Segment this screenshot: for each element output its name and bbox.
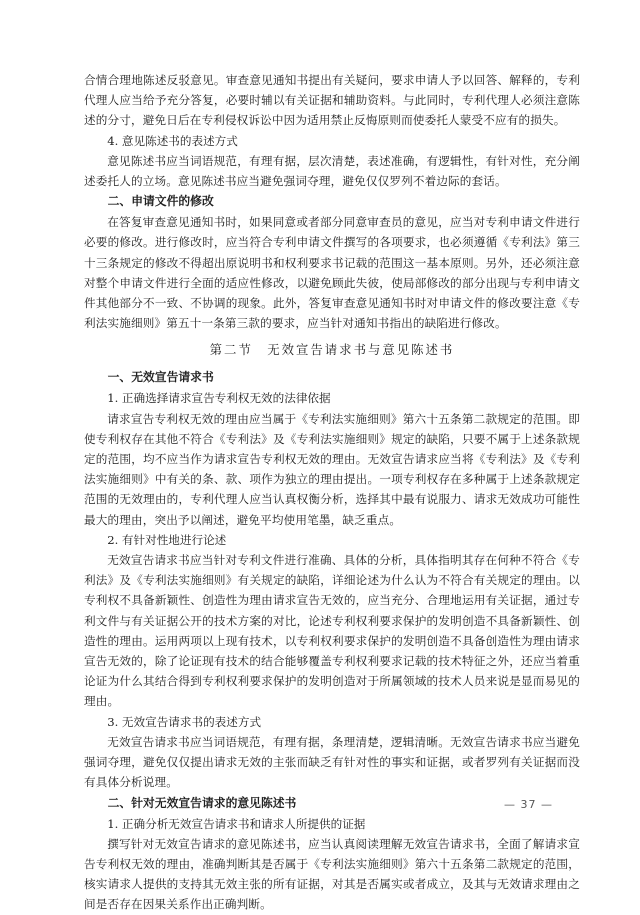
subheading-targeted-argument: 2. 有针对性地进行论述	[107, 532, 227, 547]
paragraph-continued: 合情合理地陈述反驳意见。审查意见通知书提出有关疑问，要求申请人予以回答、解释的，专利代理人应当给予充分答复，必要时辅以有关证据和辅助资料。与此同时，专利代理人必须注意陈述的分寸，避免日后在专利侵权诉讼中因为适用禁止反悔原则而使委托人蒙受不应有的损失。	[84, 73, 580, 128]
page-number: — 37 —	[504, 798, 553, 811]
paragraph-expression-style: 意见陈述书应当词语规范，有理有据，层次清楚，表述准确，有逻辑性，有针对性，充分阐述委托人的立场。意见陈述书应当避免强词夺理，避免仅仅罗列不着边际的套话。	[84, 153, 580, 189]
paragraph-analyze-evidence: 撰写针对无效宣告请求的意见陈述书，应当认真阅读理解无效宣告请求书，全面了解请求宣告专利权无效的理由，准确判断其是否属于《专利法实施细则》第六十五条第二款规定的范围，核实请求人提供的支持其无效主张的所有证据，对其是否属实或者成立，及其与无效请求理由之间是否存在因果关系作出正确判断。	[84, 836, 580, 912]
paragraph-legal-basis: 请求宣告专利权无效的理由应当属于《专利法实施细则》第六十五条第二款规定的范围。即使专利权存在其他不符合《专利法》及《专利法实施细则》规定的缺陷，只要不属于上述条款规定的范围，均不应当作为请求宣告专利权无效的理由。无效宣告请求应当将《专利法》及《专利法实施细则》中有关的条、款、项作为独立的理由提出。一项专利权存在多种属于上述条款规定范围的无效理由的，专利代理人应当认真权衡分析，选择其中最有说服力、请求无效成功可能性最大的理由，突出予以阐述，避免平均使用笔墨，缺乏重点。	[84, 411, 580, 527]
subheading-analyze-evidence: 1. 正确分析无效宣告请求书和请求人所提供的证据	[107, 816, 366, 831]
heading-amendment: 二、申请文件的修改	[107, 194, 214, 209]
section-title: 第二节 无效宣告请求书与意见陈述书	[209, 342, 455, 358]
subheading-request-expression: 3. 无效宣告请求书的表述方式	[107, 714, 262, 729]
subheading-legal-basis: 1. 正确选择请求宣告专利权无效的法律依据	[107, 391, 331, 406]
heading-response-statement: 二、针对无效宣告请求的意见陈述书	[107, 795, 297, 810]
heading-invalidation-request: 一、无效宣告请求书	[107, 370, 214, 385]
subheading-expression-style: 4. 意见陈述书的表述方式	[107, 133, 238, 148]
page-body	[84, 70, 580, 915]
paragraph-request-expression: 无效宣告请求书应当词语规范，有理有据，条理清楚，逻辑清晰。无效宣告请求书应当避免强词夺理，避免仅仅提出请求无效的主张而缺乏有针对性的事实和证据，或者罗列有关证据而没有具体分析说理。	[84, 734, 580, 790]
paragraph-amendment: 在答复审查意见通知书时，如果同意或者部分同意审查员的意见，应当对专利申请文件进行必要的修改。进行修改时，应当符合专利申请文件撰写的各项要求，也必须遵循《专利法》第三十三条规定的修改不得超出原说明书和权利要求书记载的范围这一基本原则。另外，还必须注意对整个申请文件进行全面的适应性修改，以避免顾此失彼，使局部修改的部分出现与专利申请文件其他部分不一致、不协调的现象。此外，答复审查意见通知书时对申请文件的修改要注意《专利法实施细则》第五十一条第三款的要求，应当针对通知书指出的缺陷进行修改。	[84, 215, 580, 331]
paragraph-targeted-argument: 无效宣告请求书应当针对专利文件进行准确、具体的分析，具体指明其存在何种不符合《专利法》及《专利法实施细则》有关规定的缺陷，详细论述为什么认为不符合有关规定的理由。以专利权不具备新颖性、创造性为理由请求宣告无效的，应当充分、合理地运用有关证据，通过专利文件与有关证据公开的技术方案的对比，论述专利权利要求保护的发明创造不具备新颖性、创造性的理由。运用两项以上现有技术，以专利权利要求保护的发明创造不具备创造性为理由请求宣告无效的，除了论证现有技术的结合能够覆盖专利权利要求记载的技术特征之外，还应当着重论证为什么其结合得到专利权利要求保护的发明创造对于所属领域的技术人员来说是显而易见的理由。	[84, 553, 580, 709]
